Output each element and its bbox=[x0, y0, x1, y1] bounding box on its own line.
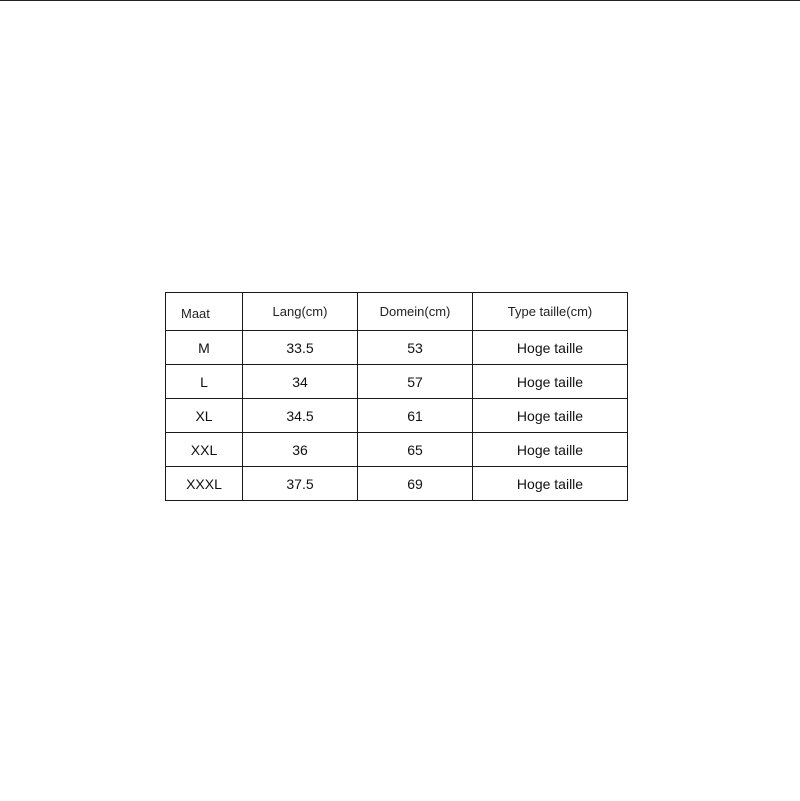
header-length: Lang(cm) bbox=[243, 293, 358, 331]
cell-domain: 53 bbox=[358, 331, 473, 365]
table-row bbox=[166, 331, 628, 365]
cell-size: XL bbox=[166, 399, 243, 433]
cell-size: XXXL bbox=[166, 467, 243, 501]
header-waist-type: Type taille(cm) bbox=[473, 293, 628, 331]
cell-domain: 61 bbox=[358, 399, 473, 433]
table-row bbox=[166, 467, 628, 501]
cell-waist-type: Hoge taille bbox=[473, 331, 628, 365]
cell-length: 34.5 bbox=[243, 399, 358, 433]
cell-waist-type: Hoge taille bbox=[473, 433, 628, 467]
cell-domain: 57 bbox=[358, 365, 473, 399]
cell-waist-type: Hoge taille bbox=[473, 467, 628, 501]
cell-size: L bbox=[166, 365, 243, 399]
table-row bbox=[166, 399, 628, 433]
header-size: Maat bbox=[166, 293, 243, 331]
cell-size: XXL bbox=[166, 433, 243, 467]
cell-size: M bbox=[166, 331, 243, 365]
cell-waist-type: Hoge taille bbox=[473, 365, 628, 399]
cell-length: 33.5 bbox=[243, 331, 358, 365]
cell-length: 36 bbox=[243, 433, 358, 467]
cell-domain: 69 bbox=[358, 467, 473, 501]
table-header-row bbox=[166, 293, 628, 331]
cell-length: 37.5 bbox=[243, 467, 358, 501]
table-row bbox=[166, 365, 628, 399]
cell-waist-type: Hoge taille bbox=[473, 399, 628, 433]
cell-domain: 65 bbox=[358, 433, 473, 467]
size-chart-table bbox=[165, 292, 628, 501]
table-row bbox=[166, 433, 628, 467]
header-domain: Domein(cm) bbox=[358, 293, 473, 331]
cell-length: 34 bbox=[243, 365, 358, 399]
top-divider bbox=[0, 0, 800, 1]
